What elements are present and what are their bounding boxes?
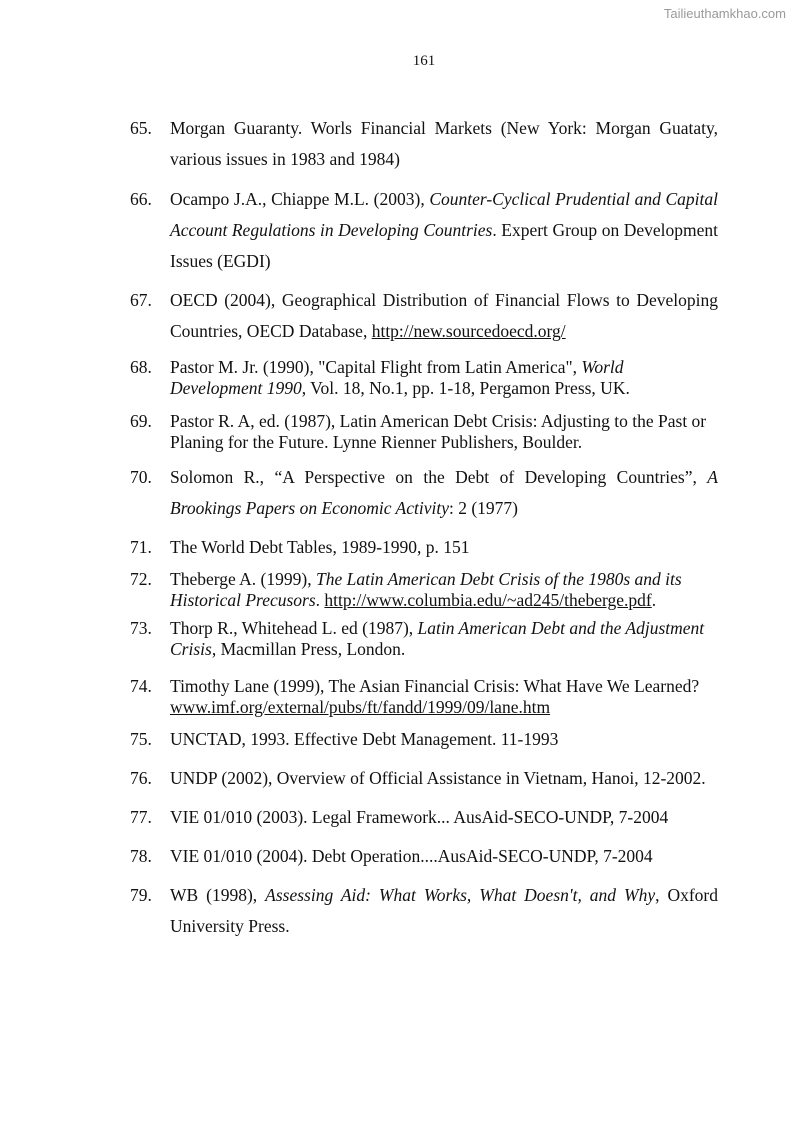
reference-70 [130, 462, 718, 524]
reference-text: UNCTAD, 1993. Effective Debt Management. 11-1993 [170, 729, 559, 749]
reference-number: 76. [130, 768, 152, 788]
reference-source: , Vol. 18, No.1, pp. 1-18, Pergamon Press, UK. [301, 378, 630, 398]
reference-text: The World Debt Tables, 1989-1990, p. 151 [170, 537, 470, 557]
reference-number: 78. [130, 846, 152, 866]
reference-number: 69. [130, 411, 152, 431]
reference-number: 67. [130, 290, 152, 310]
reference-text: VIE 01/010 (2004). Debt Operation....AusAid-SECO-UNDP, 7-2004 [170, 846, 653, 866]
reference-text [170, 184, 718, 277]
reference-71 [130, 532, 718, 563]
reference-text [170, 462, 718, 524]
page-number: 161 [412, 53, 436, 69]
reference-number: 72. [130, 569, 152, 589]
reference-74 [130, 676, 718, 718]
reference-title: Assessing Aid: What Works, What Doesn't, and Why [265, 885, 656, 905]
reference-number: 79. [130, 885, 152, 905]
reference-65 [130, 113, 718, 175]
reference-68 [130, 357, 718, 399]
reference-text: VIE 01/010 (2003). Legal Framework... AusAid-SECO-UNDP, 7-2004 [170, 807, 669, 827]
reference-source: . [651, 590, 657, 610]
reference-text: UNDP (2002), Overview of Official Assistance in Vietnam, Hanoi, 12-2002. [170, 768, 706, 788]
reference-text [170, 618, 718, 660]
reference-title: A Brookings Papers on Economic Activity [170, 467, 718, 518]
reference-72 [130, 569, 718, 611]
reference-authors: OECD (2004), Geographical Distribution of Financial Flows to Developing Countries, OECD Database, [170, 290, 718, 341]
reference-authors: Ocampo J.A., Chiappe M.L. (2003), [170, 189, 430, 209]
reference-text: Pastor R. A, ed. (1987), Latin American Debt Crisis: Adjusting to the Past or Planing for the Future. Lynne Rienner Publishers, Boulder. [170, 411, 707, 452]
reference-79 [130, 880, 718, 942]
reference-link[interactable]: www.imf.org/external/pubs/ft/fandd/1999/09/lane.htm [170, 697, 551, 717]
reference-text [170, 357, 718, 399]
reference-source: , Macmillan Press, London. [211, 639, 406, 659]
reference-number: 68. [130, 357, 152, 377]
reference-number: 74. [130, 676, 152, 696]
reference-title: World Development 1990 [170, 357, 624, 398]
reference-69 [130, 411, 718, 453]
reference-link[interactable]: http://www.columbia.edu/~ad245/theberge.pdf [324, 590, 652, 610]
reference-title: The Latin American Debt Crisis of the 1980s and its Historical Precusors [170, 569, 682, 610]
reference-number: 65. [130, 118, 152, 138]
reference-text [170, 676, 718, 718]
reference-text [170, 285, 718, 347]
reference-title: Latin American Debt and the Adjustment Crisis [170, 618, 705, 659]
reference-list [130, 113, 718, 942]
reference-source: . Expert Group on Development Issues (EGDI) [170, 220, 718, 271]
reference-authors: Pastor M. Jr. (1990), "Capital Flight from Latin America", [170, 357, 582, 377]
reference-78 [130, 841, 718, 872]
reference-67 [130, 285, 718, 347]
reference-text: Morgan Guaranty. Worls Financial Markets (New York: Morgan Guataty, various issues in 1983 and 1984) [170, 118, 718, 169]
reference-75 [130, 724, 718, 755]
reference-number: 73. [130, 618, 152, 638]
reference-link[interactable]: http://new.sourcedoecd.org/ [371, 321, 566, 341]
reference-number: 70. [130, 467, 152, 487]
reference-77 [130, 802, 718, 833]
reference-number: 71. [130, 537, 152, 557]
reference-source: , Oxford University Press. [170, 885, 718, 936]
reference-number: 66. [130, 189, 152, 209]
reference-authors: Theberge A. (1999), [170, 569, 316, 589]
reference-text [170, 569, 718, 611]
reference-separator: . [315, 590, 325, 610]
watermark: Tailieuthamkhao.com [663, 6, 786, 21]
reference-title: Counter-Cyclical Prudential and Capital Account Regulations in Developing Countries [170, 189, 718, 240]
reference-76 [130, 763, 718, 794]
reference-text [170, 880, 718, 942]
reference-73 [130, 618, 718, 660]
reference-number: 75. [130, 729, 152, 749]
reference-authors: Thorp R., Whitehead L. ed (1987), [170, 618, 418, 638]
reference-number: 77. [130, 807, 152, 827]
reference-authors: WB (1998), [170, 885, 266, 905]
reference-66 [130, 184, 718, 277]
reference-source: : 2 (1977) [448, 498, 518, 518]
reference-authors: Timothy Lane (1999), The Asian Financial Crisis: What Have We Learned? [170, 676, 700, 696]
reference-authors: Solomon R., “A Perspective on the Debt of Developing Countries”, [170, 467, 708, 487]
